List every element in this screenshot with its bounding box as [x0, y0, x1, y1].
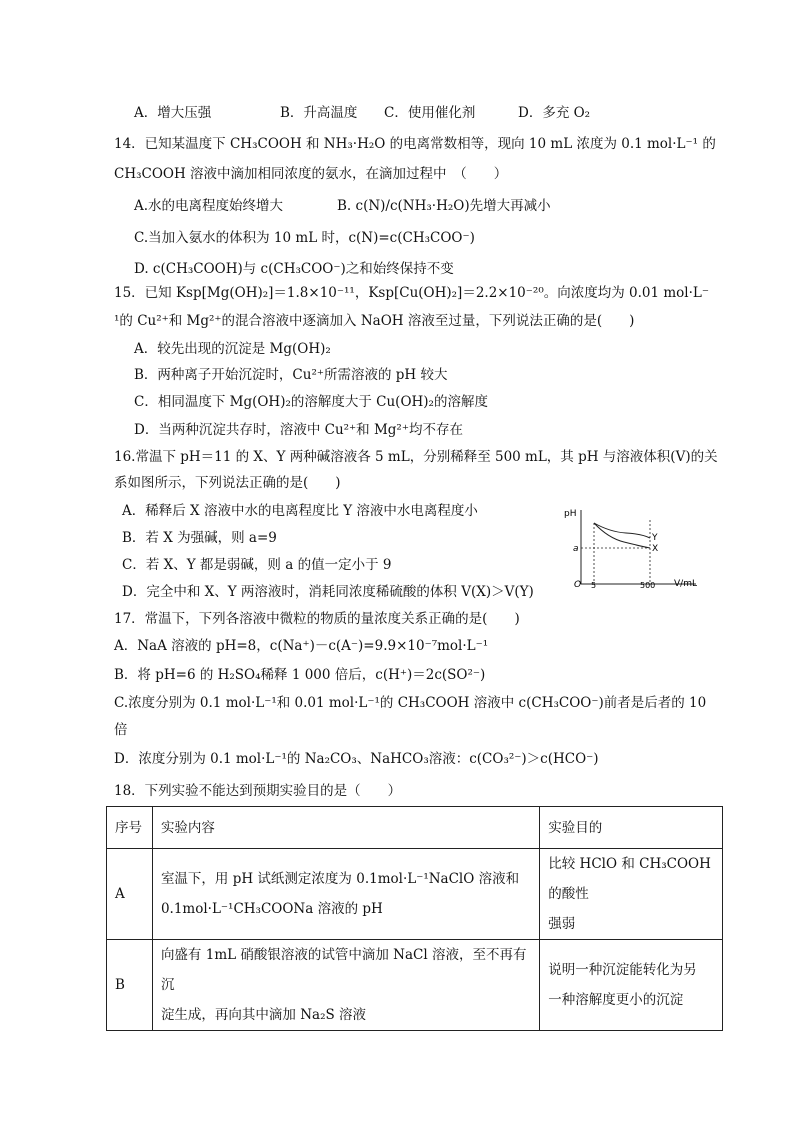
q17-option-d: D．浓度分别为 0.1 mol·L⁻¹的 Na₂CO₃、NaHCO₃溶液：c(CO₃²⁻)＞c(HCO⁻)	[114, 751, 599, 767]
table-row	[107, 940, 723, 1031]
table-row	[107, 849, 723, 940]
q15-option-a: A．较先出现的沉淀是 Mg(OH)₂	[134, 341, 331, 357]
q18-stem: 18．下列实验不能达到预期实验目的是（ ）	[114, 783, 402, 799]
graph-tick-500: 500	[640, 581, 656, 590]
row-b-purpose	[540, 940, 723, 1031]
q14-option-d: D. c(CH₃COOH)与 c(CH₃COO⁻)之和始终保持不变	[134, 261, 454, 277]
q16-stem-line1: 16.常温下 pH＝11 的 X、Y 两种碱溶液各 5 mL，分别稀释至 500 mL，其 pH 与溶液体积(V)的关	[114, 449, 718, 465]
row-a-content	[152, 849, 539, 940]
table-header-row	[107, 807, 723, 849]
q15-option-c: C．相同温度下 Mg(OH)₂的溶解度大于 Cu(OH)₂的溶解度	[134, 394, 488, 410]
table-header-purpose: 实验目的	[540, 807, 723, 849]
graph-origin-label: O	[574, 580, 582, 590]
graph-x-axis-label: V/mL	[674, 579, 697, 589]
row-b-content-line2: 淀生成，再向其中滴加 Na₂S 溶液	[160, 1007, 367, 1023]
q14-option-b: B. c(N)/c(NH₃·H₂O)先增大再减小	[337, 198, 551, 214]
q14-stem-line2: CH₃COOH 溶液中滴加相同浓度的氨水，在滴加过程中 （ ）	[114, 166, 508, 182]
q17-option-c-line2: 倍	[114, 722, 128, 738]
q15-stem-line1: 15．已知 Ksp[Mg(OH)₂]＝1.8×10⁻¹¹，Ksp[Cu(OH)₂]＝2.2×10⁻²⁰。向浓度均为 0.01 mol·L⁻	[114, 285, 709, 301]
q15-option-d: D．当两种沉淀共存时，溶液中 Cu²⁺和 Mg²⁺均不存在	[134, 422, 463, 438]
graph-tick-5: 5	[591, 581, 597, 590]
row-b-purpose-line2: 一种溶解度更小的沉淀	[548, 992, 684, 1008]
table-header-content: 实验内容	[152, 807, 539, 849]
row-b-content	[152, 940, 539, 1031]
q14-stem-line1: 14．已知某温度下 CH₃COOH 和 NH₃·H₂O 的电离常数相等，现向 10 mL 浓度为 0.1 mol·L⁻¹ 的	[114, 136, 716, 152]
row-a-purpose-line1: 比较 HClO 和 CH₃COOH 的酸性	[548, 856, 711, 902]
row-a-content-line2: 0.1mol·L⁻¹CH₃COONa 溶液的 pH	[160, 901, 383, 917]
q16-option-d: D．完全中和 X、Y 两溶液时，消耗同浓度稀硫酸的体积 V(X)＞V(Y)	[122, 584, 534, 600]
row-b-content-line1: 向盛有 1mL 硝酸银溶液的试管中滴加 NaCl 溶液，至不再有沉	[160, 947, 527, 993]
q13-option-b: B．升高温度	[280, 105, 358, 121]
row-b-id: B	[107, 940, 153, 1031]
row-a-content-line1: 室温下，用 pH 试纸测定浓度为 0.1mol·L⁻¹NaClO 溶液和	[160, 871, 520, 887]
graph-label-y: Y	[652, 533, 658, 543]
q15-option-b: B．两种离子开始沉淀时，Cu²⁺所需溶液的 pH 较大	[134, 367, 448, 383]
q18-experiment-table	[106, 806, 723, 1031]
q14-option-a: A.水的电离程度始终增大	[134, 198, 284, 214]
q14-option-c: C.当加入氨水的体积为 10 mL 时，c(N)=c(CH₃COO⁻)	[134, 230, 475, 246]
q13-option-a: A．增大压强	[134, 105, 212, 121]
q15-stem-line2: ¹的 Cu²⁺和 Mg²⁺的混合溶液中逐滴加入 NaOH 溶液至过量，下列说法正确的是( )	[114, 313, 635, 329]
graph-a-label: a	[573, 544, 579, 554]
q16-stem-line2: 系如图所示，下列说法正确的是( )	[114, 475, 341, 491]
graph-y-axis-label: pH	[564, 509, 577, 519]
row-b-purpose-line1: 说明一种沉淀能转化为另	[548, 962, 697, 978]
q16-option-c: C．若 X、Y 都是弱碱，则 a 的值一定小于 9	[122, 557, 392, 573]
row-a-purpose	[540, 849, 723, 940]
row-a-purpose-line2: 强弱	[548, 916, 576, 932]
q17-stem: 17．常温下，下列各溶液中微粒的物质的量浓度关系正确的是( )	[114, 611, 520, 627]
graph-label-x: X	[652, 544, 659, 554]
table-header-id: 序号	[107, 807, 153, 849]
row-a-id: A	[107, 849, 153, 940]
q16-ph-volume-graph	[562, 506, 702, 590]
q13-option-c: C．使用催化剂	[384, 105, 476, 121]
q17-option-a: A．NaA 溶液的 pH=8，c(Na⁺)－c(A⁻)=9.9×10⁻⁷mol·L⁻¹	[114, 638, 489, 654]
q13-option-d: D．多充 O₂	[518, 105, 591, 121]
q17-option-c-line1: C.浓度分别为 0.1 mol·L⁻¹和 0.01 mol·L⁻¹的 CH₃COOH 溶液中 c(CH₃COO⁻)前者是后者的 10	[114, 695, 707, 711]
q16-option-a: A．稀释后 X 溶液中水的电离程度比 Y 溶液中水电离程度小	[122, 503, 478, 519]
q17-option-b: B．将 pH=6 的 H₂SO₄稀释 1 000 倍后，c(H⁺)＝2c(SO²⁻)	[114, 667, 486, 683]
q16-option-b: B．若 X 为强碱，则 a=9	[122, 530, 277, 546]
